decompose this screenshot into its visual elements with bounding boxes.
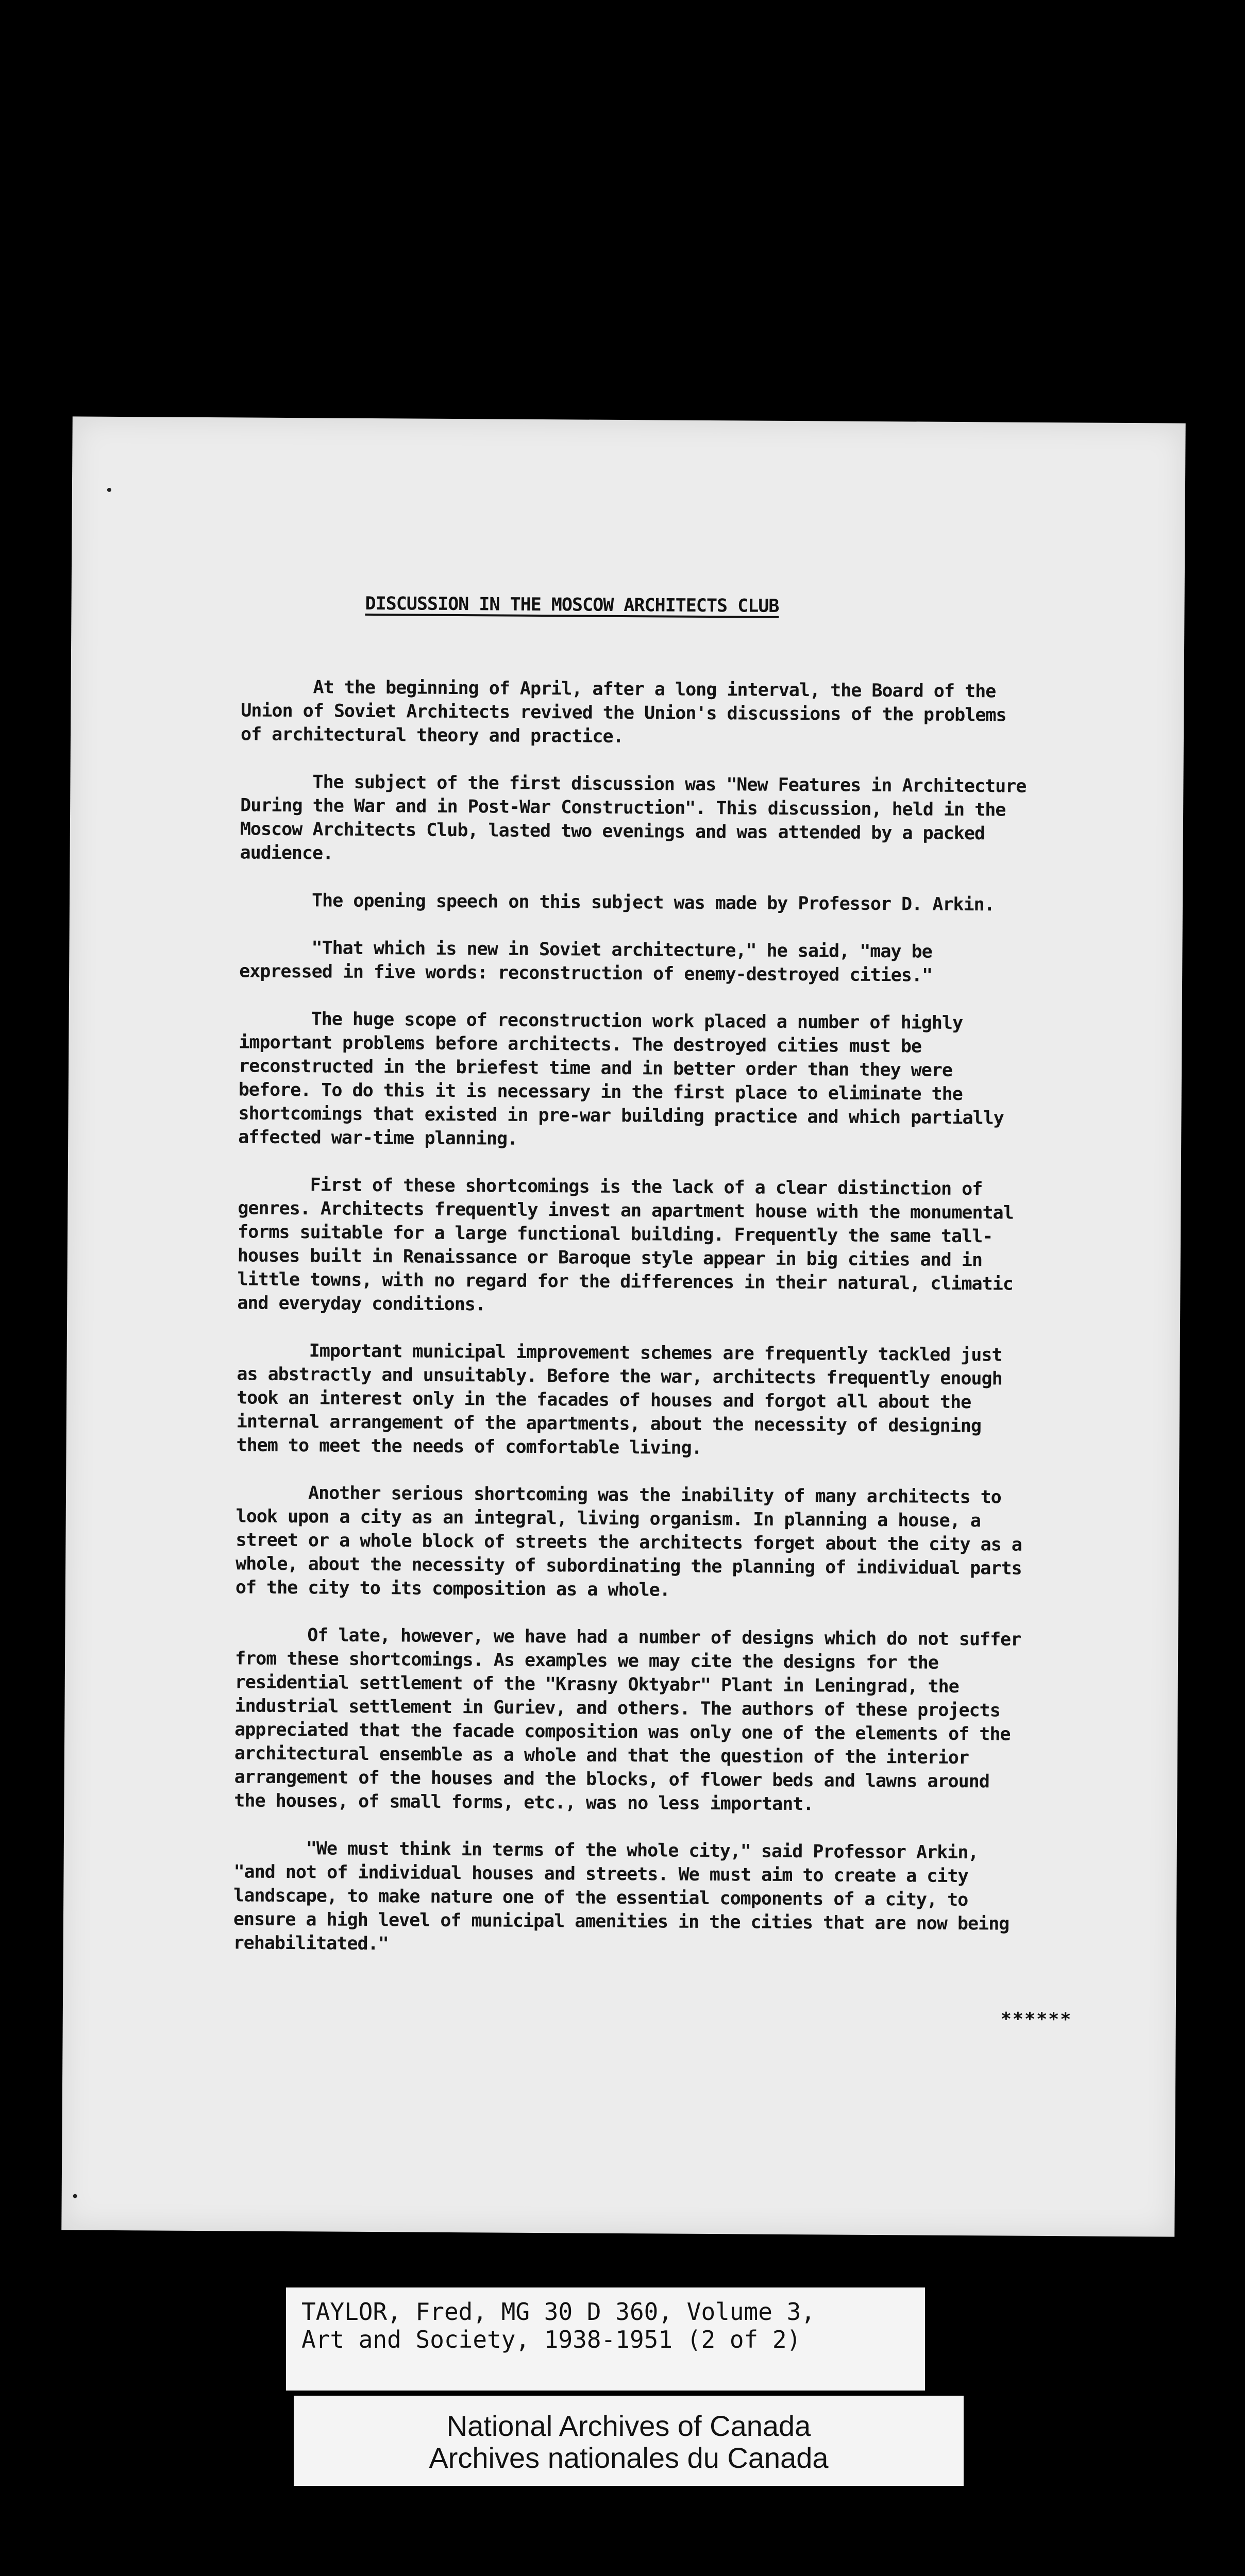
paragraph-8: Another serious shortcoming was the inability of many architects to look upon a city as an integral, living organism. In planning a house, a street or a whole block of streets the architects forget about the city as a whole, about the necessity of subordinating the planning of individual parts of the city to its composition as a whole. <box>235 1483 1022 1601</box>
document-title: DISCUSSION IN THE MOSCOW ARCHITECTS CLUB <box>365 593 779 617</box>
fonds-caption <box>286 2287 925 2391</box>
caption-line-2: Art and Society, 1938-1951 (2 of 2) <box>301 2326 801 2353</box>
paragraph-3: The opening speech on this subject was made by Professor D. Arkin. <box>311 890 995 916</box>
caption-line-1: TAYLOR, Fred, MG 30 D 360, Volume 3, <box>301 2298 815 2326</box>
paragraph-1: At the beginning of April, after a long interval, the Board of the Union of Soviet Architects revived the Union's discussions of the problems of architectural theory and practice. <box>240 677 1006 747</box>
archive-name-fr: Archives nationales du Canada <box>429 2442 829 2474</box>
paragraph-9: Of late, however, we have had a number of designs which do not suffer from these shortcomings. As examples we may cite the designs for the residential settlement of the "Krasny Oktyabr" Plant in Leningrad, the industrial settlement in Guriev, and others. The authors of these projects appreciated that the facade composition was only one of the elements of the architectural ensemble as a whole and that the question of the interior arrangement of the houses and the blocks, of flower beds and lawns around the houses, of small forms, etc., was no less important. <box>234 1625 1021 1815</box>
paragraph-2: The subject of the first discussion was "New Features in Architecture During the War and in Post-War Construction". This discussion, held in the Moscow Architects Club, lasted two evenings and was attended by a packed audience. <box>240 772 1027 864</box>
archive-label <box>294 2396 964 2486</box>
paragraph-7: Important municipal improvement schemes are frequently tackled just as abstractly and unsuitably. Before the war, architects frequently enough took an interest only in the facades of houses and forgot all about the internal arrangement of the apartments, about the necessity of designing them to meet the needs of comfortable living. <box>236 1341 1002 1459</box>
paragraph-6: First of these shortcomings is the lack of a clear distinction of genres. Architects frequently invest an apartment house with the monumental forms suitable for a large functional building. Frequently the same tall-houses built in Renaissance or Baroque style appear in big cities and in little towns, with no regard for the differences in their natural, climatic and everyday conditions. <box>237 1175 1014 1315</box>
archive-name-en: National Archives of Canada <box>446 2410 811 2442</box>
document-body <box>233 675 1034 1983</box>
paragraph-10: "We must think in terms of the whole city," said Professor Arkin, "and not of individual houses and streets. We must aim to create a city landscape, to make nature one of the essential components of a city, to ensure a high level of municipal amenities in the cities that are now being rehabilitated." <box>233 1838 1010 1955</box>
end-mark: ****** <box>1000 2009 1072 2030</box>
margin-speck <box>107 488 111 492</box>
corner-speck <box>73 2194 77 2198</box>
paragraph-4: "That which is new in Soviet architecture," he said, "may be expressed in five words: reconstruction of enemy-destroyed cities." <box>239 938 933 986</box>
typewritten-page <box>61 416 1185 2236</box>
paragraph-5: The huge scope of reconstruction work placed a number of highly important problems before architects. The destroyed cities must be reconstructed in the briefest time and in better order than they were before. To do this it is necessary in the first place to eliminate the shortcomings that existed in pre-war building practice and which partially affected war-time planning. <box>238 1009 1004 1149</box>
